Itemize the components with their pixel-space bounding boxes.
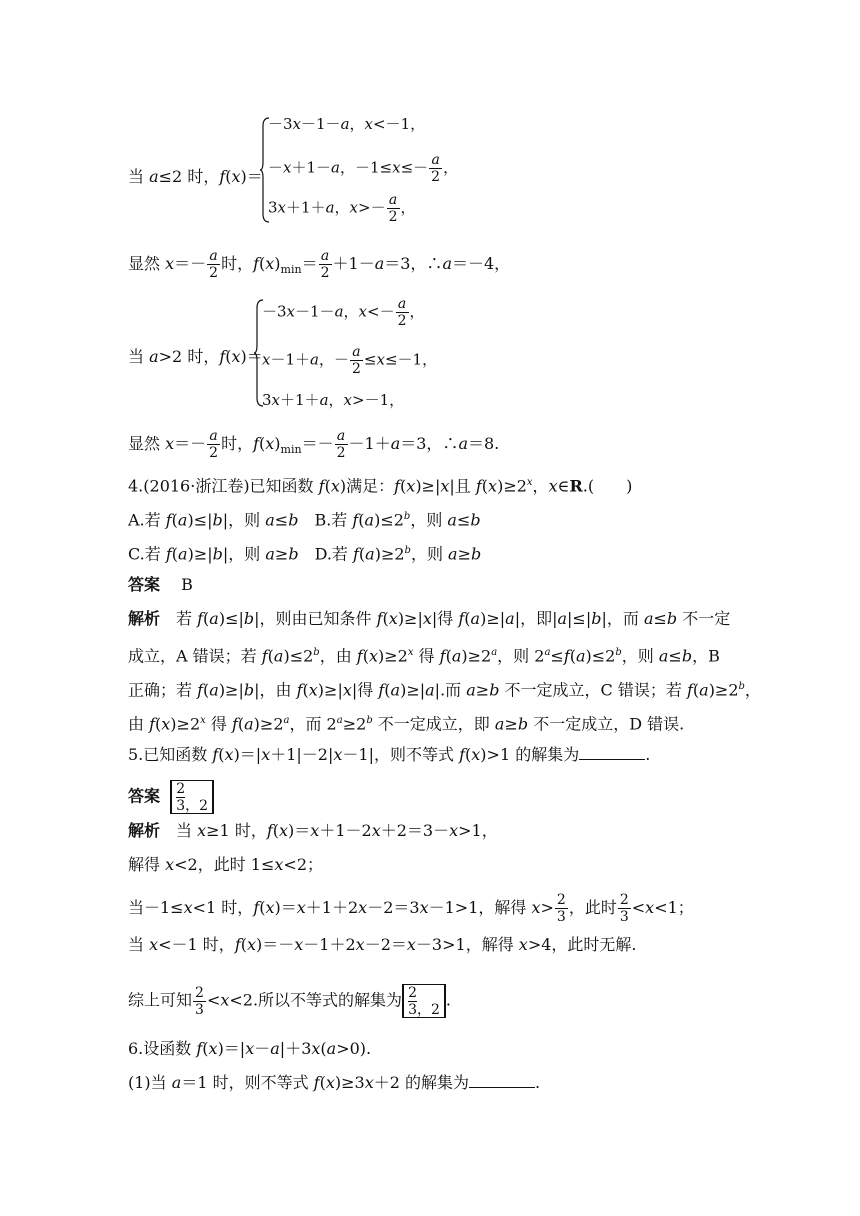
q5-analysis-5: 综上可知 $\frac{2}{3}$ <x<2.所以不等式的解集为 $\frac{2}{3}$ ，2. (128, 984, 451, 1018)
case2-row-2: x－1＋a，－ $\frac{a}{2}$ ≤x≤－1， (262, 344, 438, 377)
q4-answer: 答案 B (128, 575, 193, 594)
answer-blank[interactable] (469, 1073, 535, 1088)
case2-row-3: 3x＋1＋a，x>－1， (262, 391, 405, 409)
q4-analysis-4: 由 $f(x)\ge 2^x$ 得 $f(a)\ge 2^a$，而 $2^a\ge 2^b$ 不一定成立，即 a≥b 不一定成立，D 错误. (128, 714, 685, 734)
q6-stem: 6.设函数 f(x)＝|x－a|＋3x(a>0). (128, 1039, 372, 1058)
q5-stem: 5.已知函数 f(x)＝|x＋1|－2|x－1|，则不等式 f(x)>1 的解集为 . (128, 745, 651, 764)
q4-analysis-3: 正确；若 f(a)≥|b|，由 f(x)≥|x|得 f(a)≥|a|.而 a≥b 不一定成立，C 错误；若 $f(a)\ge 2^b$， (128, 680, 761, 700)
case1-lead: 当 a≤2 时，f(x)＝ (128, 167, 263, 186)
case2-row-1: －3x－1－a，x<－ $\frac{a}{2}$ ， (262, 296, 425, 329)
q4-stem: 4.(2016·浙江卷)已知函数 f(x)满足：f(x)≥|x|且 $f(x)\ge 2^x$，x∈R.( ) (128, 476, 633, 496)
interval-answer: $\frac{2}{3}$ ，2 (170, 780, 214, 814)
case1-row-2: －x＋1－a，－1≤x≤－ $\frac{a}{2}$ ， (268, 152, 459, 185)
q5-answer: 答案 $\frac{2}{3}$ ，2 (128, 780, 214, 814)
case1-conclusion: 显然 x＝－ $\frac{a}{2}$ 时，$f(x)_{min}=$ $\frac{a}{2}$ ＋1－a＝3，∴a＝－4， (128, 248, 511, 281)
q5-analysis-1: 解析 当 x≥1 时，f(x)＝x＋1－2x＋2＝3－x>1， (128, 821, 498, 840)
q5-analysis-2: 解得 x<2，此时 1≤x<2； (128, 855, 324, 874)
answer-blank[interactable] (579, 745, 645, 760)
case1-row-1: －3x－1－a，x<－1， (268, 115, 426, 133)
q4-analysis-1: 解析 若 f(a)≤|b|，则由已知条件 f(x)≥|x|得 f(a)≥|a|，即|a|≤|b|，而 a≤b 不一定 (128, 609, 731, 628)
q5-analysis-3: 当－1≤x<1 时，f(x)＝x＋1＋2x－2＝3x－1>1，解得 x> $\frac{2}{3}$ ，此时 $\frac{2}{3}$ <x<1； (128, 892, 694, 925)
case2-lead: 当 a>2 时，f(x)＝ (128, 347, 263, 366)
q5-analysis-4: 当 x<－1 时，f(x)＝－x－1＋2x－2＝x－3>1，解得 x>4，此时无解. (128, 935, 637, 954)
q4-analysis-2: 成立，A 错误；若 $f(a)\le 2^b$，由 $f(x)\ge 2^x$ 得 $f(a)\ge 2^a$，则 $2^a\le f(a)\le 2^b$，则 a≤b，B (128, 646, 720, 666)
q4-options-ab: A.若 f(a)≤|b|，则 a≤b B.若 $f(a)\le 2^b$，则 a≤b (128, 510, 481, 530)
case2-conclusion: 显然 x＝－ $\frac{a}{2}$ 时，$f(x)_{min}=-$ $\frac{a}{2}$ －1＋a＝3，∴a＝8. (128, 428, 500, 461)
case1-row-3: 3x＋1＋a，x>－ $\frac{a}{2}$ ， (268, 192, 416, 225)
q6-part1: (1)当 a＝1 时，则不等式 f(x)≥3x＋2 的解集为 . (128, 1073, 541, 1092)
interval-answer: $\frac{2}{3}$ ，2 (402, 984, 446, 1018)
q4-options-cd: C.若 f(a)≥|b|，则 a≥b D.若 $f(a)\ge 2^b$，则 a≥b (128, 544, 482, 564)
